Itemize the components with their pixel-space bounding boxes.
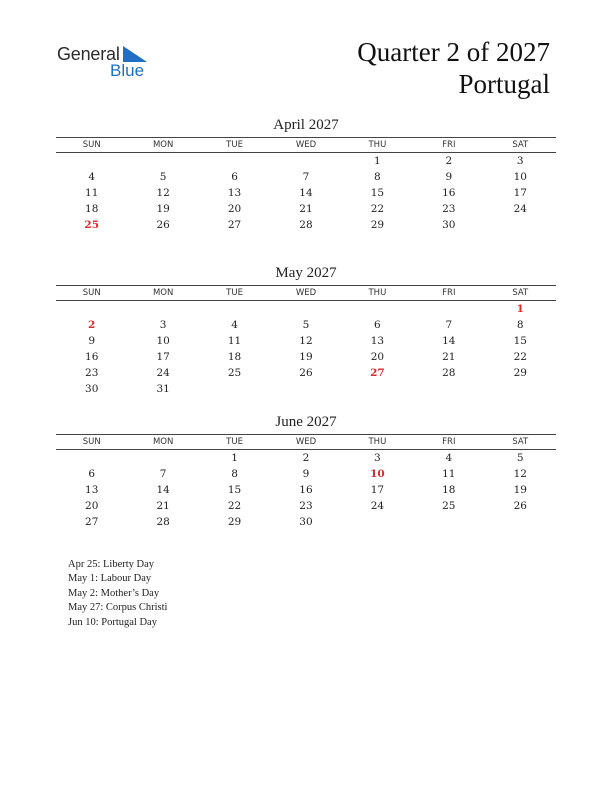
weekday-header: SAT xyxy=(485,435,556,450)
holiday-list-item: Jun 10: Portugal Day xyxy=(68,616,157,628)
day-cell xyxy=(485,514,556,530)
week-row xyxy=(56,153,556,170)
day-cell: 19 xyxy=(513,484,527,496)
weekday-header: SUN xyxy=(56,286,127,301)
day-cell: 1 xyxy=(374,155,381,167)
day-cell: 14 xyxy=(299,187,313,199)
day-cell: 26 xyxy=(513,500,527,512)
day-cell xyxy=(56,153,127,170)
week-row xyxy=(56,349,556,365)
day-cell: 18 xyxy=(85,203,99,215)
day-cell: 15 xyxy=(227,484,242,496)
day-cell: 12 xyxy=(299,335,313,347)
day-cell: 18 xyxy=(227,351,242,363)
week-row xyxy=(56,185,556,201)
day-cell: 16 xyxy=(442,187,456,199)
day-cell: 2 xyxy=(445,155,453,167)
day-cell: 11 xyxy=(227,335,242,347)
week-row xyxy=(56,466,556,482)
month-title: May 2027 xyxy=(275,265,337,281)
day-cell xyxy=(413,514,484,530)
day-cell xyxy=(127,153,198,170)
day-cell: 6 xyxy=(88,468,96,480)
month-may xyxy=(56,264,556,397)
week-row xyxy=(56,365,556,381)
weekday-header: FRI xyxy=(413,286,484,301)
week-row xyxy=(56,217,556,233)
month-april xyxy=(56,116,556,233)
day-cell: 17 xyxy=(156,351,170,363)
day-cell: 23 xyxy=(85,367,99,379)
day-cell: 6 xyxy=(231,171,238,183)
day-cell: 15 xyxy=(513,335,527,347)
day-cell xyxy=(127,301,198,318)
month-title: June 2027 xyxy=(275,414,337,430)
weekday-header: TUE xyxy=(199,435,270,450)
day-cell: 9 xyxy=(445,171,453,183)
day-cell xyxy=(56,450,127,467)
day-cell: 23 xyxy=(299,500,313,512)
day-cell: 30 xyxy=(85,383,99,395)
day-cell xyxy=(270,153,341,170)
holiday-list-item: May 1: Labour Day xyxy=(68,573,152,585)
weekday-header: SUN xyxy=(56,435,127,450)
day-cell xyxy=(199,153,270,170)
weekday-header: THU xyxy=(342,138,413,153)
calendar-grid xyxy=(56,434,556,530)
day-cell: 5 xyxy=(302,319,310,331)
day-cell xyxy=(413,381,484,397)
day-cell: 13 xyxy=(370,335,385,347)
day-cell: 14 xyxy=(156,484,170,496)
week-row xyxy=(56,514,556,530)
weekday-header-row xyxy=(56,435,556,450)
day-cell: 3 xyxy=(159,319,167,331)
day-cell: 21 xyxy=(442,351,456,363)
day-cell: 28 xyxy=(299,219,313,231)
day-cell: 8 xyxy=(516,319,524,331)
day-cell: 21 xyxy=(156,500,170,512)
day-cell: 14 xyxy=(442,335,456,347)
day-cell: 30 xyxy=(299,516,313,528)
day-cell: 19 xyxy=(299,351,313,363)
logo-text-general: General xyxy=(57,44,120,64)
day-cell: 11 xyxy=(85,187,99,199)
day-cell: 27 xyxy=(227,219,242,231)
weekday-header: WED xyxy=(270,138,341,153)
logo xyxy=(57,43,157,83)
day-cell: 23 xyxy=(442,203,456,215)
week-row xyxy=(56,301,556,318)
weekday-header: FRI xyxy=(413,435,484,450)
country-title: Portugal xyxy=(458,69,550,99)
day-cell: 30 xyxy=(442,219,456,231)
day-cell xyxy=(342,381,413,397)
day-cell: 20 xyxy=(370,351,385,363)
day-cell: 16 xyxy=(299,484,313,496)
day-cell: 3 xyxy=(374,452,381,464)
weekday-header: SAT xyxy=(485,286,556,301)
day-cell: 9 xyxy=(302,468,310,480)
day-cell: 27 xyxy=(85,516,99,528)
month-june xyxy=(56,413,556,530)
page-title xyxy=(357,36,550,100)
day-cell: 24 xyxy=(156,367,170,379)
day-cell: 4 xyxy=(88,171,96,183)
day-cell xyxy=(56,301,127,318)
weekday-header: MON xyxy=(127,138,198,153)
day-cell: 12 xyxy=(513,468,527,480)
day-cell: 25 xyxy=(442,500,456,512)
day-cell: 12 xyxy=(156,187,170,199)
day-cell: 4 xyxy=(231,319,238,331)
logo-triangle-icon xyxy=(123,46,147,62)
day-cell: 24 xyxy=(370,500,385,512)
day-cell xyxy=(342,301,413,318)
day-cell: 20 xyxy=(227,203,242,215)
day-cell: 9 xyxy=(88,335,96,347)
day-cell xyxy=(413,301,484,318)
day-cell: 4 xyxy=(445,452,453,464)
week-row xyxy=(56,482,556,498)
holiday-list-item: May 2: Mother’s Day xyxy=(68,587,160,599)
week-row xyxy=(56,498,556,514)
weekday-header: THU xyxy=(342,286,413,301)
day-cell: 7 xyxy=(445,319,453,331)
day-cell xyxy=(127,450,198,467)
day-cell xyxy=(485,381,556,397)
day-cell xyxy=(270,381,341,397)
day-cell: 26 xyxy=(299,367,313,379)
day-cell xyxy=(342,514,413,530)
holiday-list xyxy=(68,558,167,630)
weekday-header: TUE xyxy=(199,138,270,153)
weekday-header: WED xyxy=(270,435,341,450)
day-cell: 29 xyxy=(370,219,385,231)
weekday-header-row xyxy=(56,138,556,153)
day-cell: 21 xyxy=(299,203,313,215)
day-cell: 6 xyxy=(374,319,381,331)
day-cell: 2 xyxy=(302,452,310,464)
holiday-day-cell: 1 xyxy=(516,303,524,315)
weekday-header: TUE xyxy=(199,286,270,301)
day-cell: 11 xyxy=(442,468,456,480)
weekday-header: MON xyxy=(127,286,198,301)
day-cell: 20 xyxy=(85,500,99,512)
day-cell: 22 xyxy=(227,500,242,512)
holiday-day-cell: 10 xyxy=(370,468,385,480)
day-cell: 10 xyxy=(513,171,527,183)
day-cell: 13 xyxy=(85,484,99,496)
day-cell: 29 xyxy=(227,516,242,528)
day-cell: 5 xyxy=(159,171,167,183)
quarter-title: Quarter 2 of 2027 xyxy=(357,37,550,67)
holiday-day-cell: 27 xyxy=(370,367,385,379)
week-row xyxy=(56,317,556,333)
day-cell: 16 xyxy=(85,351,99,363)
holiday-list-item: Apr 25: Liberty Day xyxy=(68,559,155,570)
day-cell: 28 xyxy=(156,516,170,528)
day-cell: 13 xyxy=(227,187,242,199)
weekday-header: MON xyxy=(127,435,198,450)
weekday-header: FRI xyxy=(413,138,484,153)
week-row xyxy=(56,169,556,185)
day-cell: 31 xyxy=(156,383,170,395)
day-cell: 5 xyxy=(516,452,524,464)
day-cell: 7 xyxy=(159,468,167,480)
day-cell: 8 xyxy=(231,468,238,480)
week-row xyxy=(56,333,556,349)
weekday-header-row xyxy=(56,286,556,301)
weekday-header: SUN xyxy=(56,138,127,153)
week-row xyxy=(56,450,556,467)
weekday-header: SAT xyxy=(485,138,556,153)
day-cell: 17 xyxy=(370,484,385,496)
day-cell xyxy=(485,217,556,233)
calendar-grid xyxy=(56,285,556,397)
holiday-list-item: May 27: Corpus Christi xyxy=(68,602,168,614)
day-cell: 17 xyxy=(513,187,527,199)
day-cell xyxy=(199,301,270,318)
day-cell: 7 xyxy=(302,171,310,183)
day-cell xyxy=(199,381,270,397)
day-cell xyxy=(270,301,341,318)
day-cell: 29 xyxy=(513,367,527,379)
week-row xyxy=(56,201,556,217)
day-cell: 19 xyxy=(156,203,170,215)
day-cell: 25 xyxy=(227,367,242,379)
day-cell: 18 xyxy=(442,484,456,496)
logo-text-blue: Blue xyxy=(110,61,145,80)
holiday-day-cell: 25 xyxy=(84,219,100,231)
day-cell: 15 xyxy=(370,187,385,199)
day-cell: 28 xyxy=(442,367,456,379)
day-cell: 22 xyxy=(370,203,385,215)
weekday-header: THU xyxy=(342,435,413,450)
day-cell: 26 xyxy=(156,219,170,231)
day-cell: 10 xyxy=(156,335,170,347)
day-cell: 24 xyxy=(513,203,527,215)
holiday-day-cell: 2 xyxy=(88,319,96,331)
day-cell: 22 xyxy=(513,351,527,363)
day-cell: 3 xyxy=(516,155,524,167)
day-cell: 8 xyxy=(374,171,381,183)
calendar-grid xyxy=(56,137,556,233)
day-cell: 1 xyxy=(231,452,238,464)
weekday-header: WED xyxy=(270,286,341,301)
month-title: April 2027 xyxy=(273,117,339,133)
week-row xyxy=(56,381,556,397)
